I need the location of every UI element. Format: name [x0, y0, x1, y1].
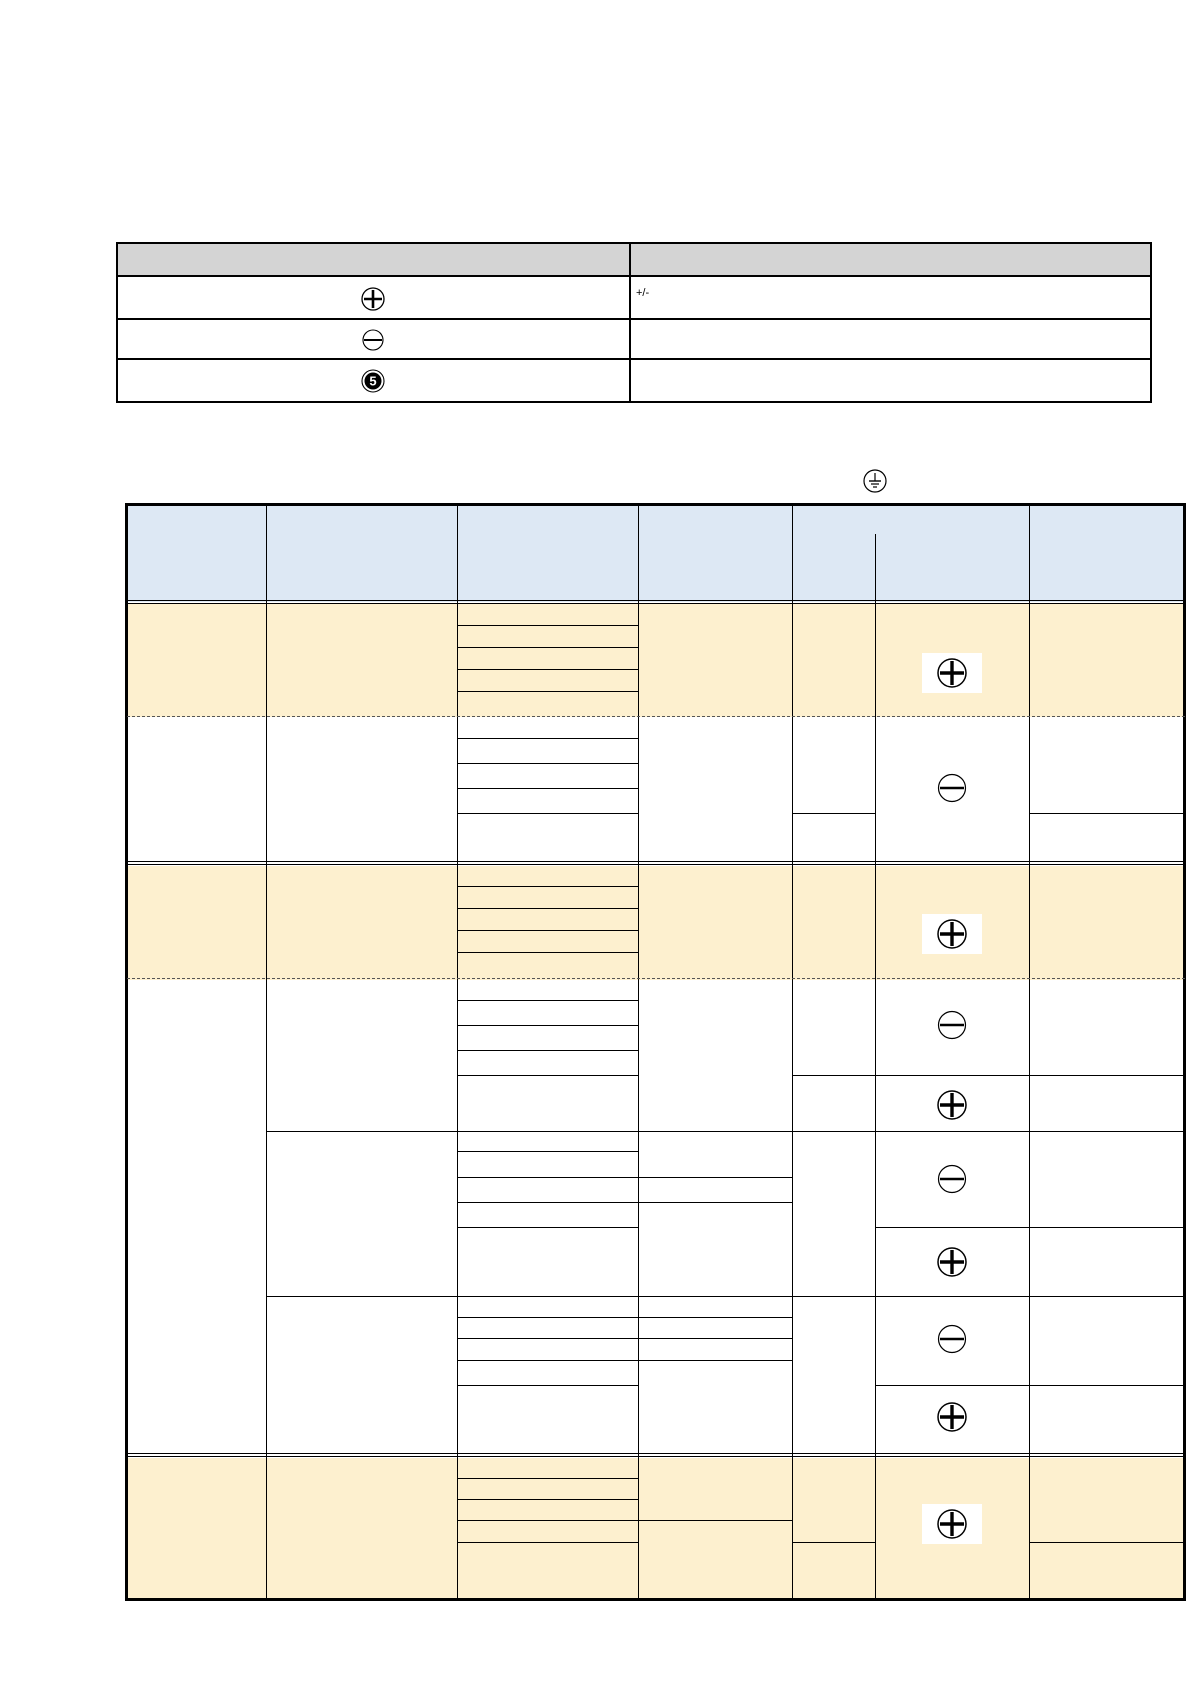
row-divider [457, 1542, 638, 1543]
row-divider [457, 930, 638, 931]
group-divider [127, 716, 1185, 717]
row-divider [457, 625, 638, 626]
header-row [127, 505, 1185, 602]
svg-text:5: 5 [369, 373, 377, 389]
row-divider [792, 1542, 876, 1543]
row-divider [457, 1520, 792, 1521]
ground-circle-icon [861, 467, 889, 495]
legend-border [116, 242, 118, 403]
table-border [125, 503, 128, 1601]
plus-circle-icon [922, 1504, 982, 1544]
highlight-row-1 [127, 603, 1185, 717]
row-divider [457, 1025, 638, 1026]
legend-border [116, 401, 1152, 403]
row-divider [457, 1478, 638, 1479]
row-divider [266, 1296, 1185, 1297]
plus-circle-icon [922, 653, 982, 693]
row-divider [457, 1202, 792, 1203]
table-border [125, 1598, 1186, 1601]
header-divider [125, 600, 1186, 601]
row-divider [457, 886, 638, 887]
row-divider [457, 1385, 638, 1386]
table-border [125, 503, 1186, 506]
minus-circle-icon [359, 326, 387, 354]
minus-circle-icon [935, 1008, 969, 1042]
row-divider [875, 1385, 1185, 1386]
row-divider [875, 1075, 1185, 1076]
legend-header-row [117, 243, 1151, 276]
highlight-row-3 [127, 1458, 1185, 1599]
row-divider [457, 1360, 792, 1361]
row-divider [457, 1000, 638, 1001]
column-divider [875, 534, 876, 1601]
row-divider [457, 1317, 792, 1318]
row-divider [457, 647, 638, 648]
minus-circle-icon [935, 1322, 969, 1356]
row-divider [457, 1050, 638, 1051]
group-divider [125, 1453, 1186, 1454]
group-divider [125, 1456, 1186, 1457]
row-divider [792, 1075, 876, 1076]
header-divider [125, 603, 1186, 604]
plus-circle-icon [934, 1399, 970, 1435]
legend-border [116, 242, 1152, 244]
plus-circle-icon [934, 1244, 970, 1280]
column-divider [792, 503, 793, 1601]
column-divider [266, 503, 267, 1601]
row-divider [875, 1227, 1185, 1228]
legend-border [116, 318, 1152, 320]
minus-circle-icon [935, 771, 969, 805]
row-divider [457, 1338, 792, 1339]
row-divider [457, 952, 638, 953]
row-divider [457, 1499, 638, 1500]
row-divider [792, 813, 876, 814]
minus-circle-icon [935, 1162, 969, 1196]
plus-circle-icon [934, 1087, 970, 1123]
row-divider [266, 1131, 1185, 1132]
row-divider [457, 669, 638, 670]
legend-border [629, 242, 631, 403]
row-divider [1029, 813, 1185, 814]
row-divider [457, 813, 638, 814]
row-divider [457, 788, 638, 789]
group-divider [125, 861, 1186, 862]
legend-border [1150, 242, 1152, 403]
row-divider [457, 691, 638, 692]
row-divider [457, 908, 638, 909]
row-divider [457, 1177, 792, 1178]
table-border [1183, 503, 1186, 1601]
plus-circle-icon [359, 285, 387, 313]
row-divider [1029, 1542, 1185, 1543]
row-divider [457, 1151, 638, 1152]
legend-note: +/- [636, 287, 650, 299]
column-divider [1029, 503, 1030, 1601]
legend-border [116, 275, 1152, 277]
group-divider [127, 978, 1185, 979]
column-divider [457, 503, 458, 1601]
number-5-circle-icon [359, 367, 387, 395]
row-divider [457, 1227, 638, 1228]
row-divider [457, 1075, 638, 1076]
row-divider [457, 738, 638, 739]
highlight-row-2 [127, 866, 1185, 980]
row-divider [457, 763, 638, 764]
group-divider [125, 864, 1186, 865]
column-divider [638, 503, 639, 1601]
legend-border [116, 358, 1152, 360]
plus-circle-icon [922, 914, 982, 954]
